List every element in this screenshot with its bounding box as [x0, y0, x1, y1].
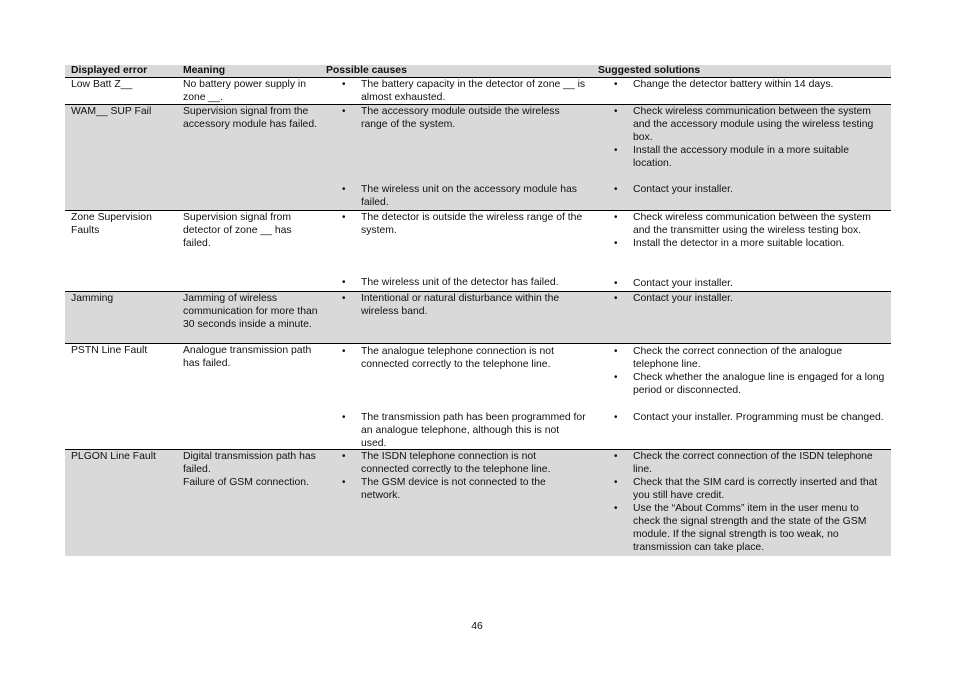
list-item: • The GSM device is not connected to the network.: [326, 476, 592, 502]
header-meaning: Meaning: [183, 65, 226, 76]
causes-cell: [320, 450, 592, 556]
table-row: [65, 104, 891, 210]
table-row: [65, 77, 891, 104]
list-item: • The battery capacity in the detector of zone __ is almost exhausted.: [326, 78, 592, 104]
page-number: 46: [471, 621, 483, 632]
list-item: • Check that the SIM card is correctly inserted and that you still have credit.: [598, 476, 891, 502]
meaning-cell: [177, 450, 320, 556]
list-item: • Check the correct connection of the ISDN telephone line.: [598, 450, 891, 476]
meaning-cell: Supervision signal from the accessory module has failed.: [183, 106, 317, 130]
error-cell: Low Batt Z__: [71, 79, 133, 90]
header-displayed-error: Displayed error: [71, 65, 148, 76]
causes-cell: [320, 344, 592, 449]
causes-cell: [320, 105, 592, 210]
table-header: [65, 65, 891, 77]
table-row: [65, 343, 891, 449]
causes-cell: [320, 292, 592, 343]
list-item: • The wireless unit on the accessory module has failed.: [326, 183, 592, 209]
list-item: • Use the “About Comms” item in the user menu to check the signal strength and the state of the GSM module. If the signal strength is too weak, no transmission can take place.: [598, 502, 891, 554]
solutions-cell: [592, 450, 891, 556]
meaning-cell: Analogue transmission path has failed.: [183, 345, 312, 369]
list-item: • The wireless unit of the detector has failed.: [326, 276, 592, 289]
list-item: • Contact your installer. Programming must be changed.: [598, 411, 891, 424]
meaning-cell: Supervision signal from detector of zone __ has failed.: [183, 212, 292, 249]
list-item: • Intentional or natural disturbance within the wireless band.: [326, 292, 592, 318]
list-item: • Check wireless communication between the system and the accessory module using the wireless testing box.: [598, 105, 891, 144]
error-cell: PSTN Line Fault: [71, 345, 148, 356]
list-item: • Install the detector in a more suitable location.: [598, 237, 891, 250]
meaning-line: Digital transmission path has failed.: [183, 451, 316, 475]
causes-cell: [320, 78, 592, 104]
list-item: • Check whether the analogue line is engaged for a long period or disconnected.: [598, 371, 891, 397]
list-item: • The transmission path has been programmed for an analogue telephone, although this is not used.: [326, 411, 592, 450]
header-suggested-solutions: Suggested solutions: [598, 65, 701, 76]
header-possible-causes: Possible causes: [326, 65, 407, 76]
troubleshooting-table: [65, 65, 891, 556]
solutions-cell: [592, 344, 891, 449]
solutions-cell: [592, 105, 891, 210]
list-item: • Check wireless communication between the system and the transmitter using the wireless testing box.: [598, 211, 891, 237]
meaning-line: Failure of GSM connection.: [183, 477, 309, 488]
list-item: • Check the correct connection of the analogue telephone line.: [598, 345, 891, 371]
list-item: • Contact your installer.: [598, 277, 891, 290]
table-row: [65, 449, 891, 556]
list-item: • Change the detector battery within 14 days.: [598, 78, 891, 91]
error-cell: WAM__ SUP Fail: [71, 106, 152, 117]
list-item: • Install the accessory module in a more suitable location.: [598, 144, 891, 170]
solutions-cell: [592, 211, 891, 291]
list-item: • The accessory module outside the wireless range of the system.: [326, 105, 592, 131]
list-item: • The analogue telephone connection is not connected correctly to the telephone line.: [326, 345, 592, 371]
meaning-cell: No battery power supply in zone __.: [183, 79, 307, 103]
list-item: • Contact your installer.: [598, 183, 891, 196]
solutions-cell: [592, 78, 891, 104]
solutions-cell: [592, 292, 891, 343]
error-cell: Zone Supervision Faults: [71, 212, 152, 236]
error-cell: PLGON Line Fault: [71, 451, 156, 462]
table-row: [65, 210, 891, 291]
list-item: • The detector is outside the wireless range of the system.: [326, 211, 592, 237]
error-cell: Jamming: [71, 293, 114, 304]
list-item: • Contact your installer.: [598, 292, 891, 305]
causes-cell: [320, 211, 592, 291]
table-row: [65, 291, 891, 343]
meaning-cell: Jamming of wireless communication for more than 30 seconds inside a minute.: [183, 293, 318, 330]
list-item: • The ISDN telephone connection is not connected correctly to the telephone line.: [326, 450, 592, 476]
